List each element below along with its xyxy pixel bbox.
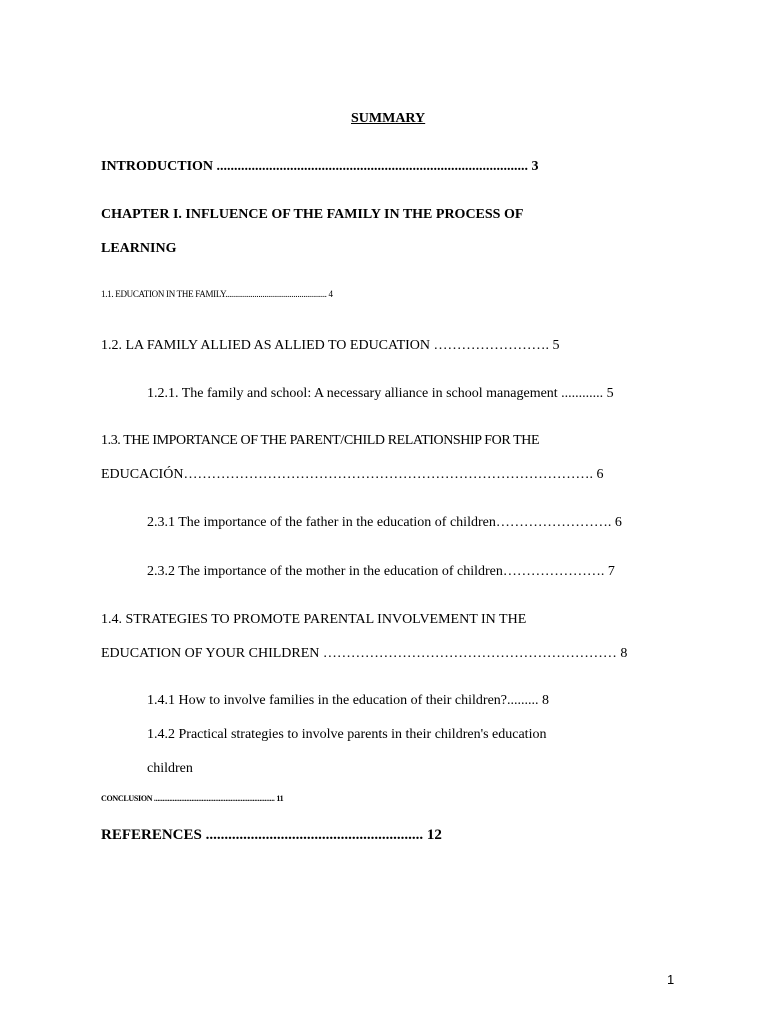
toc-entry-1-4-line-1: 1.4. STRATEGIES TO PROMOTE PARENTAL INVOLVEMENT IN THE bbox=[101, 612, 527, 627]
toc-entry-1-4-1: 1.4.1 How to involve families in the education of their children?......... 8 bbox=[147, 693, 550, 708]
toc-entry-1-4-2-line-1: 1.4.2 Practical strategies to involve parents in their children's education bbox=[147, 727, 547, 742]
toc-entry-introduction: INTRODUCTION ......................................................................................... 3 bbox=[101, 159, 539, 174]
toc-entry-references: REFERENCES .......................................................... 12 bbox=[101, 827, 442, 843]
toc-entry-chapter-1-line-2: LEARNING bbox=[101, 241, 177, 256]
toc-entry-1-3-line-2: EDUCACIÓN……………………………………………………………………………. 6 bbox=[101, 467, 604, 482]
toc-entry-1-3-line-1: 1.3. THE IMPORTANCE OF THE PARENT/CHILD RELATIONSHIP FOR THE bbox=[101, 433, 540, 448]
toc-entry-2-3-2: 2.3.2 The importance of the mother in the education of children…………………. 7 bbox=[147, 564, 615, 579]
toc-entry-1-2-1: 1.2.1. The family and school: A necessary alliance in school management ............ 5 bbox=[147, 386, 614, 401]
toc-entry-1-4-line-2: EDUCATION OF YOUR CHILDREN ……………………………………………………… 8 bbox=[101, 646, 628, 661]
page-number: 1 bbox=[667, 972, 675, 987]
toc-entry-1-4-2-line-2: children bbox=[147, 761, 193, 776]
toc-entry-conclusion: CONCLUSION ....................................................................... 11 bbox=[101, 794, 284, 803]
summary-heading: SUMMARY bbox=[351, 111, 426, 126]
toc-entry-2-3-1: 2.3.1 The importance of the father in the education of children……………………. 6 bbox=[147, 515, 622, 530]
toc-entry-1-2: 1.2. LA FAMILY ALLIED AS ALLIED TO EDUCATION ……………………. 5 bbox=[101, 338, 560, 353]
toc-entry-1-1: 1.1. EDUCATION IN THE FAMILY.................................................... 4 bbox=[101, 289, 333, 299]
toc-entry-chapter-1-line-1: CHAPTER I. INFLUENCE OF THE FAMILY IN THE PROCESS OF bbox=[101, 207, 524, 222]
